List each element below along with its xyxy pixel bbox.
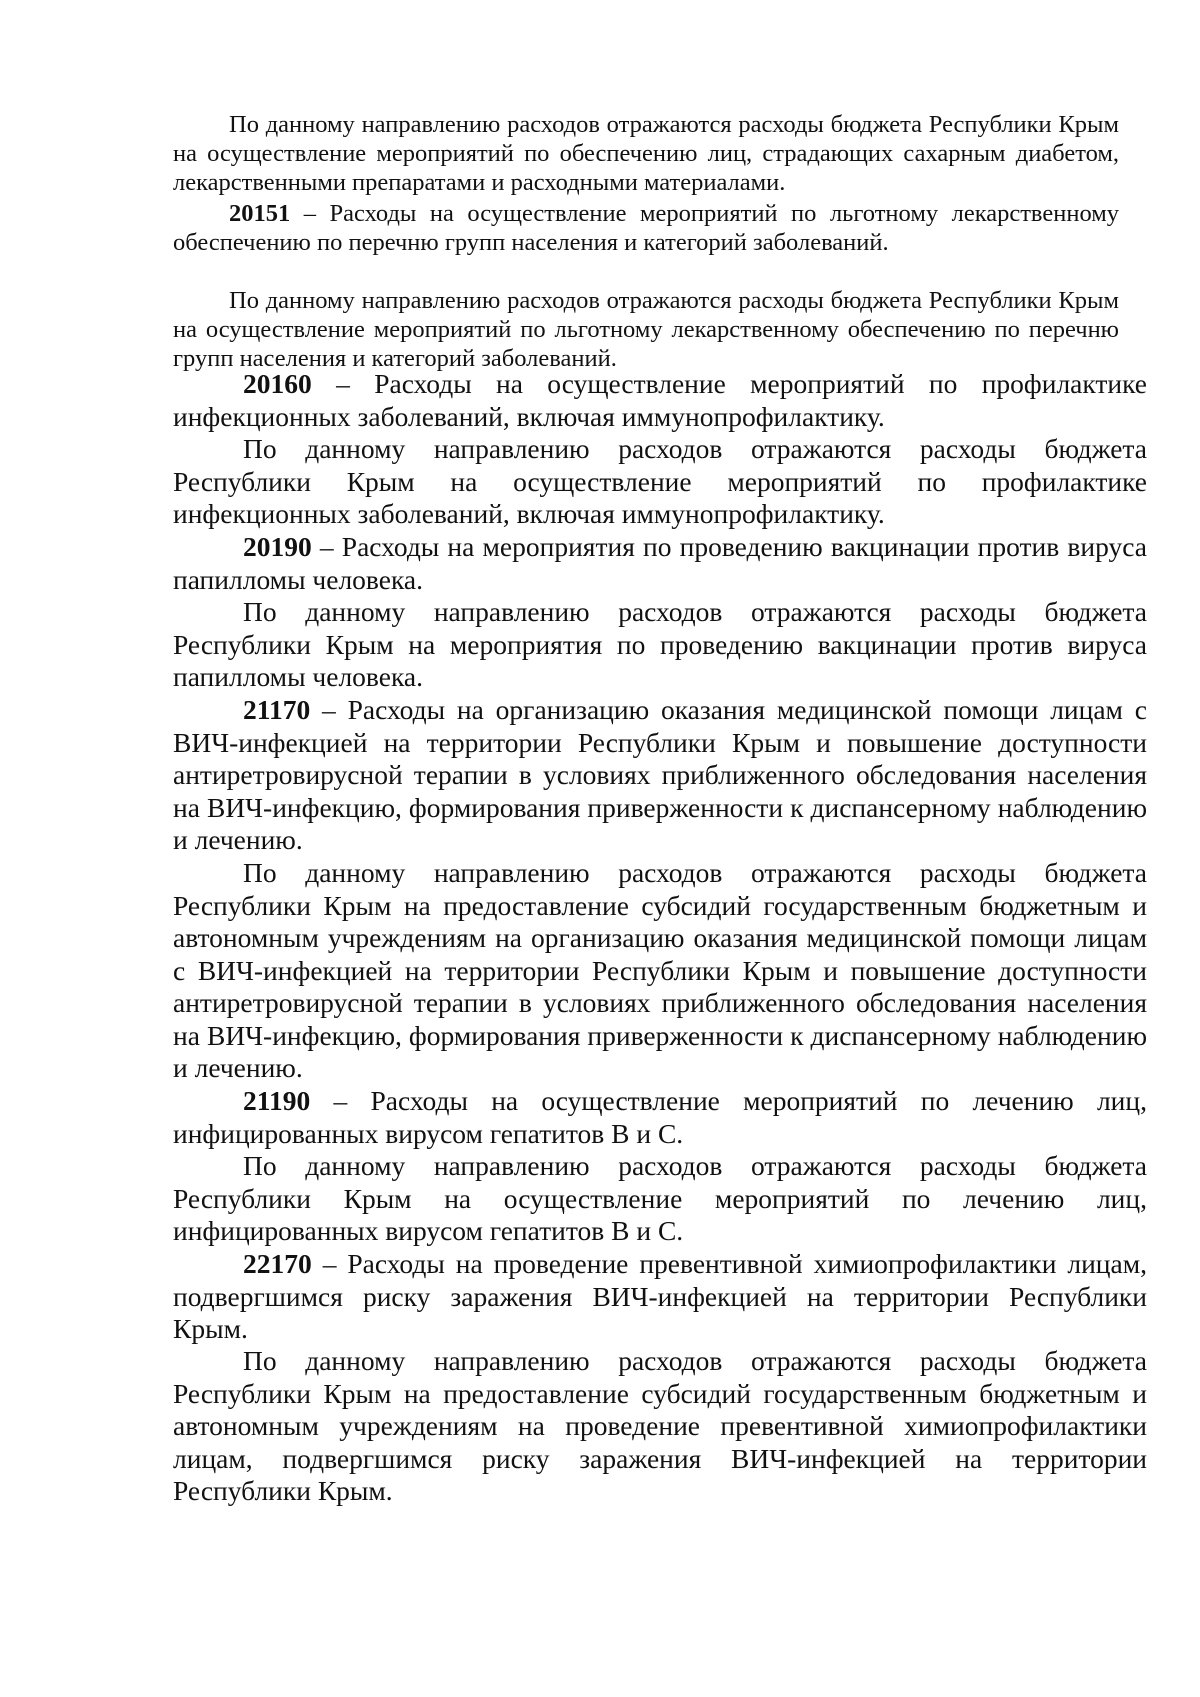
section-description: По данному направлению расходов отражаются расходы бюджета Республики Крым на осуществление мероприятий по лечению лиц, инфицированных вирусом гепатитов В и С. — [173, 1150, 1147, 1246]
budget-code: 21170 — [243, 694, 311, 725]
budget-code: 20151 — [229, 200, 291, 227]
section-description: По данному направлению расходов отражаются расходы бюджета Республики Крым на осуществление мероприятий по льготному лекарственному обеспечению по перечню групп населения и категорий заболеваний. — [173, 287, 1119, 372]
budget-code: 20190 — [243, 531, 312, 562]
section-description: По данному направлению расходов отражаются расходы бюджета Республики Крым на предоставление субсидий государственным бюджетным и автономным учреждениям на организацию оказания медицинской помощи лицам с ВИЧ-инфекцией на территории Республики Крым и повышение доступности антиретровирусной терапии в условиях приближенного обследования населения на ВИЧ-инфекцию, формирования приверженности к диспансерному наблюдению и лечению. — [173, 857, 1147, 1083]
section-heading — [173, 694, 1147, 857]
section-title: – Расходы на осуществление мероприятий по профилактике инфекционных заболеваний, включая иммунопрофилактику. — [173, 368, 1147, 432]
section-title: – Расходы на осуществление мероприятий по льготному лекарственному обеспечению по перечню групп населения и категорий заболеваний. — [173, 200, 1119, 256]
section-title: – Расходы на проведение превентивной химиопрофилактики лицам, подвергшимся риску заражения ВИЧ-инфекцией на территории Республики Крым. — [173, 1248, 1147, 1344]
section-heading — [173, 199, 1119, 257]
section-description: По данному направлению расходов отражаются расходы бюджета Республики Крым на осуществление мероприятий по профилактике инфекционных заболеваний, включая иммунопрофилактику. — [173, 433, 1147, 529]
section-title: – Расходы на организацию оказания медицинской помощи лицам с ВИЧ-инфекцией на территории Республики Крым и повышение доступности антиретровирусной терапии в условиях приближенного обследования населения на ВИЧ-инфекцию, формирования приверженности к диспансерному наблюдению и лечению. — [173, 694, 1147, 855]
section-heading — [173, 368, 1147, 433]
section-description: По данному направлению расходов отражаются расходы бюджета Республики Крым на мероприятия по проведению вакцинации против вируса папилломы человека. — [173, 596, 1147, 692]
budget-code: 21190 — [243, 1085, 311, 1116]
section-title: – Расходы на мероприятия по проведению вакцинации против вируса папилломы человека. — [173, 531, 1147, 595]
budget-code: 20160 — [243, 368, 312, 399]
section-heading — [173, 1248, 1147, 1346]
section-description: По данному направлению расходов отражаются расходы бюджета Республики Крым на предоставление субсидий государственным бюджетным и автономным учреждениям на проведение превентивной химиопрофилактики лицам, подвергшимся риску заражения ВИЧ-инфекцией на территории Республики Крым. — [173, 1345, 1147, 1506]
section-title: – Расходы на осуществление мероприятий по лечению лиц, инфицированных вирусом гепатитов В и С. — [173, 1085, 1147, 1149]
section-description: По данному направлению расходов отражаются расходы бюджета Республики Крым на осуществление мероприятий по обеспечению лиц, страдающих сахарным диабетом, лекарственными препаратами и расходными материалами. — [173, 111, 1119, 196]
section-heading — [173, 1085, 1147, 1150]
budget-code: 22170 — [243, 1248, 312, 1279]
section-heading — [173, 531, 1147, 596]
